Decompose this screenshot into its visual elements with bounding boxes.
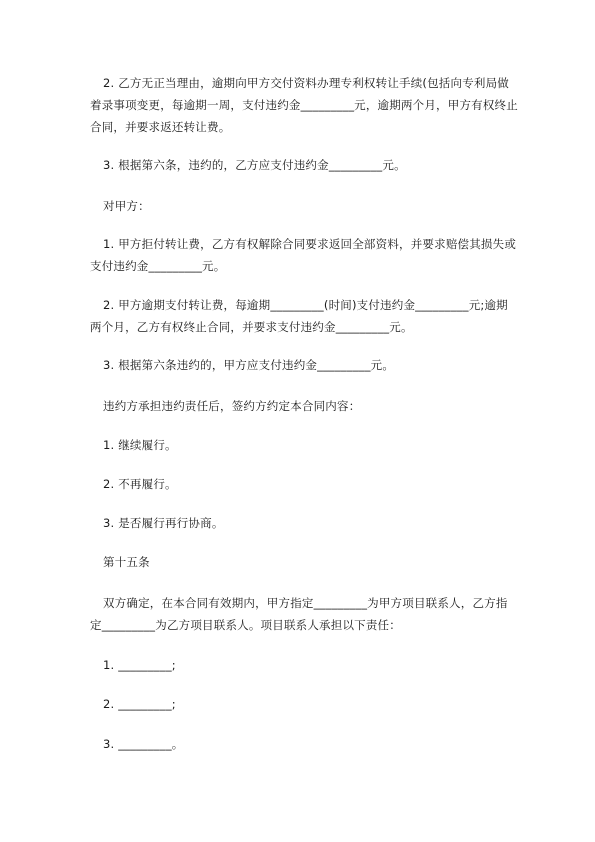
paragraph-heading-party-a: 对甲方： [103, 199, 150, 213]
text-line: 1. 甲方拒付转让费，乙方有权解除合同要求返回全部资料，并要求赔偿其损失或 [103, 237, 517, 251]
article-fifteen-heading: 第十五条 [103, 555, 150, 569]
responsibility-item-3: 3. _________。 [103, 737, 184, 751]
text-line: 两个月，乙方有权终止合同，并要求支付违约金_________元。 [90, 320, 413, 334]
list-item-continue: 1. 继续履行。 [103, 438, 177, 452]
paragraph-project-contacts [90, 592, 510, 636]
text-line: 着录事项变更，每逾期一周，支付违约金_________元，逾期两个月，甲方有权终止 [90, 98, 518, 112]
paragraph-party-a-refuse-payment [90, 233, 517, 277]
text-line: 支付违约金_________元。 [90, 259, 226, 273]
text-line: 2. 甲方逾期支付转让费，每逾期_________(时间)支付违约金_________元;逾期 [103, 298, 508, 312]
paragraph-party-a-late-payment [90, 294, 510, 338]
paragraph-party-a-article-six: 3. 根据第六条违约的，甲方应支付违约金_________元。 [103, 358, 395, 372]
text-line: 合同，并要求返还转让费。 [90, 120, 231, 134]
list-item-discontinue: 2. 不再履行。 [103, 477, 177, 491]
text-line: 定_________为乙方项目联系人。项目联系人承担以下责任： [90, 618, 401, 632]
paragraph-party-b-article-six: 3. 根据第六条，违约的，乙方应支付违约金_________元。 [103, 158, 406, 172]
list-item-negotiate: 3. 是否履行再行协商。 [103, 516, 224, 530]
responsibility-item-2: 2. _________; [103, 697, 176, 711]
paragraph-after-liability: 违约方承担违约责任后，签约方约定本合同内容： [103, 399, 361, 413]
responsibility-item-1: 1. _________; [103, 658, 176, 672]
text-line: 2. 乙方无正当理由，逾期向甲方交付资料办理专利权转让手续(包括向专利局做 [103, 76, 510, 90]
paragraph-breach-party-b-delay [90, 72, 518, 138]
text-line: 双方确定，在本合同有效期内，甲方指定_________为甲方项目联系人，乙方指 [103, 596, 508, 610]
